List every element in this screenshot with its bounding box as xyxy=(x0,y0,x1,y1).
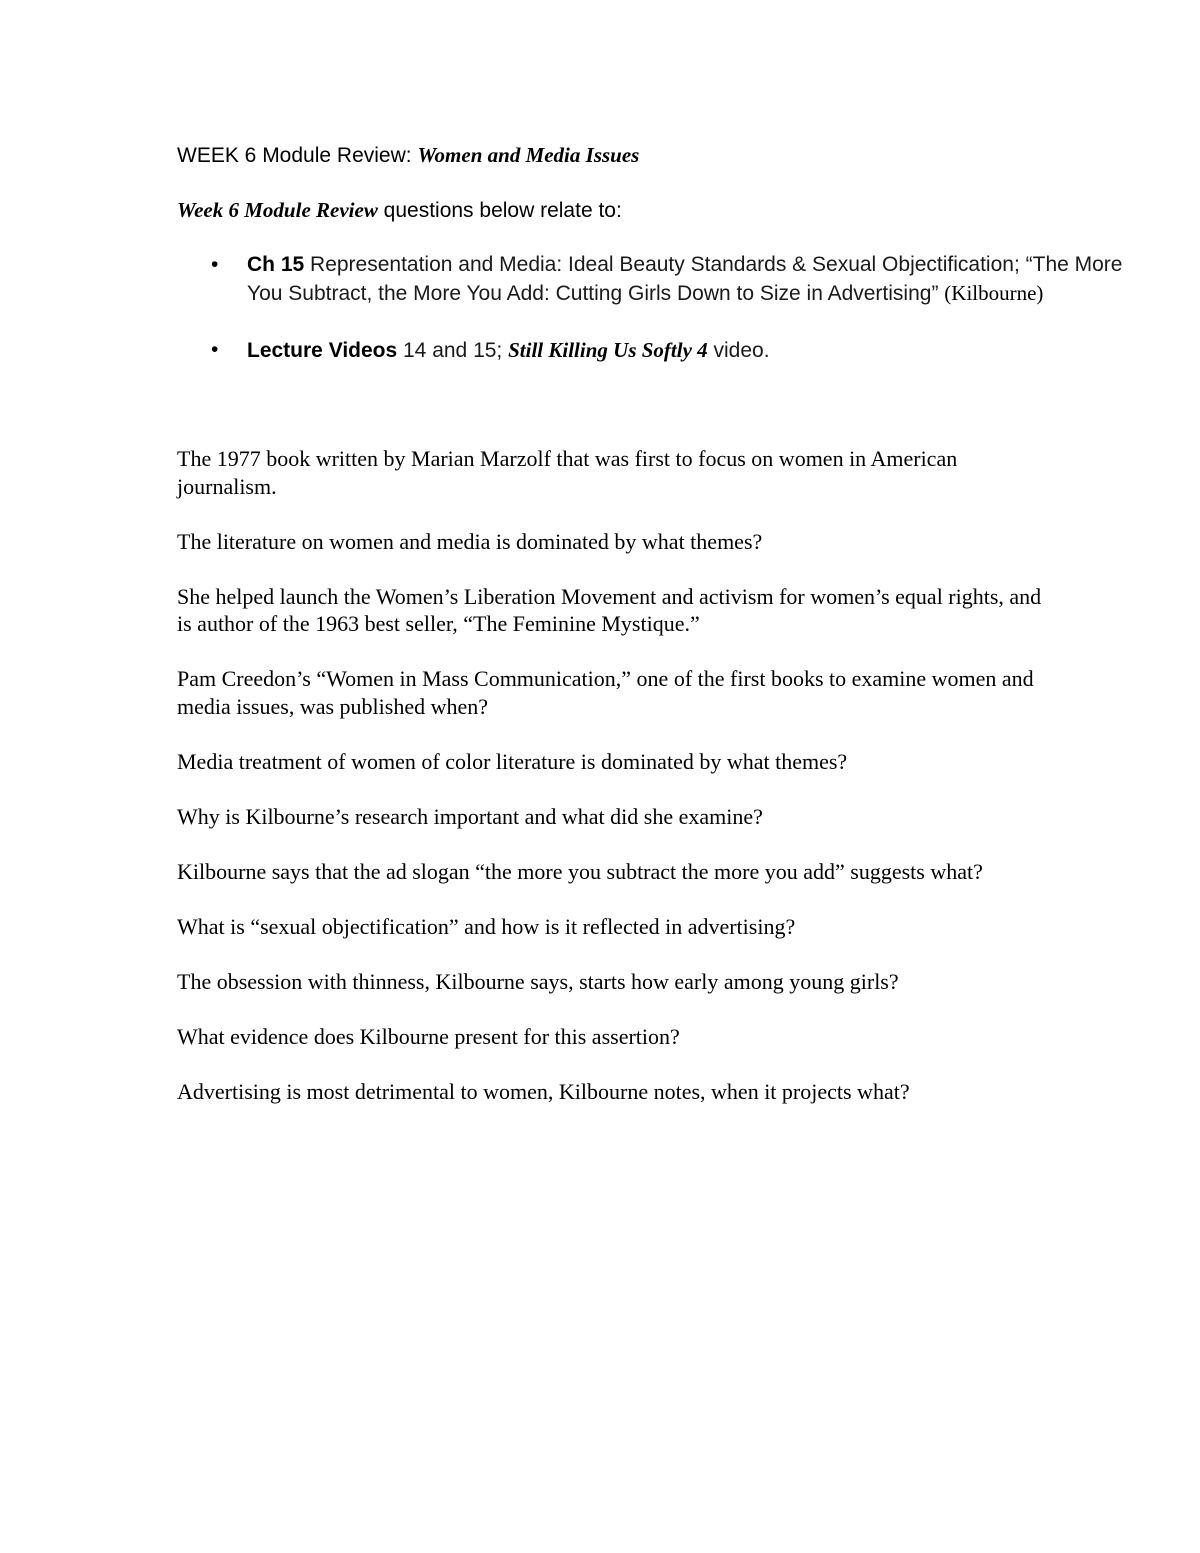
topic-text: Representation and Media: Ideal Beauty Standards & Sexual Objectification; “The More You Subtract, the More You Add: Cutting Girls Down to Size in Advertising” xyxy=(247,253,1123,305)
question-item: The obsession with thinness, Kilbourne says, starts how early among young girls? xyxy=(177,968,899,994)
page-title xyxy=(177,141,639,170)
topic-lead: Ch 15 xyxy=(247,253,305,276)
topic-tail: video. xyxy=(707,339,770,362)
topic-italic: Still Killing Us Softly 4 xyxy=(508,338,708,362)
question-item: Why is Kilbourne’s research important and what did she examine? xyxy=(177,803,763,829)
subtitle-rest: questions below relate to: xyxy=(377,199,622,222)
bullet-icon: • xyxy=(211,338,219,361)
question-item: Pam Creedon’s “Women in Mass Communication,” one of the first books to examine women and media issues, was published when? xyxy=(177,666,1034,719)
question-item: Kilbourne says that the ad slogan “the more you subtract the more you add” suggests what? xyxy=(177,858,983,884)
topic-list xyxy=(205,251,1125,393)
question-item: What is “sexual objectification” and how is it reflected in advertising? xyxy=(177,913,796,939)
title-italic: Women and Media Issues xyxy=(417,143,640,167)
question-item: She helped launch the Women’s Liberation Movement and activism for women’s equal rights, and is author of the 1963 best seller, “The Feminine Mystique.” xyxy=(177,583,1042,636)
topic-lead: Lecture Videos xyxy=(247,339,398,362)
question-item: The literature on women and media is dominated by what themes? xyxy=(177,528,763,554)
question-item: What evidence does Kilbourne present for this assertion? xyxy=(177,1023,680,1049)
question-item: Advertising is most detrimental to women, Kilbourne notes, when it projects what? xyxy=(177,1078,910,1104)
title-prefix: WEEK 6 Module Review: xyxy=(177,144,418,167)
page-subtitle xyxy=(177,196,622,225)
bullet-icon: • xyxy=(211,253,219,276)
question-item: Media treatment of women of color literature is dominated by what themes? xyxy=(177,748,848,774)
topic-tail: (Kilbourne) xyxy=(944,281,1044,305)
question-item: The 1977 book written by Marian Marzolf that was first to focus on women in American journalism. xyxy=(177,446,958,499)
topic-text: 14 and 15; xyxy=(397,339,509,362)
topic-item-chapter xyxy=(205,251,1125,308)
question-list xyxy=(177,445,1057,1133)
topic-item-videos xyxy=(205,336,1125,365)
subtitle-italic: Week 6 Module Review xyxy=(177,198,378,222)
